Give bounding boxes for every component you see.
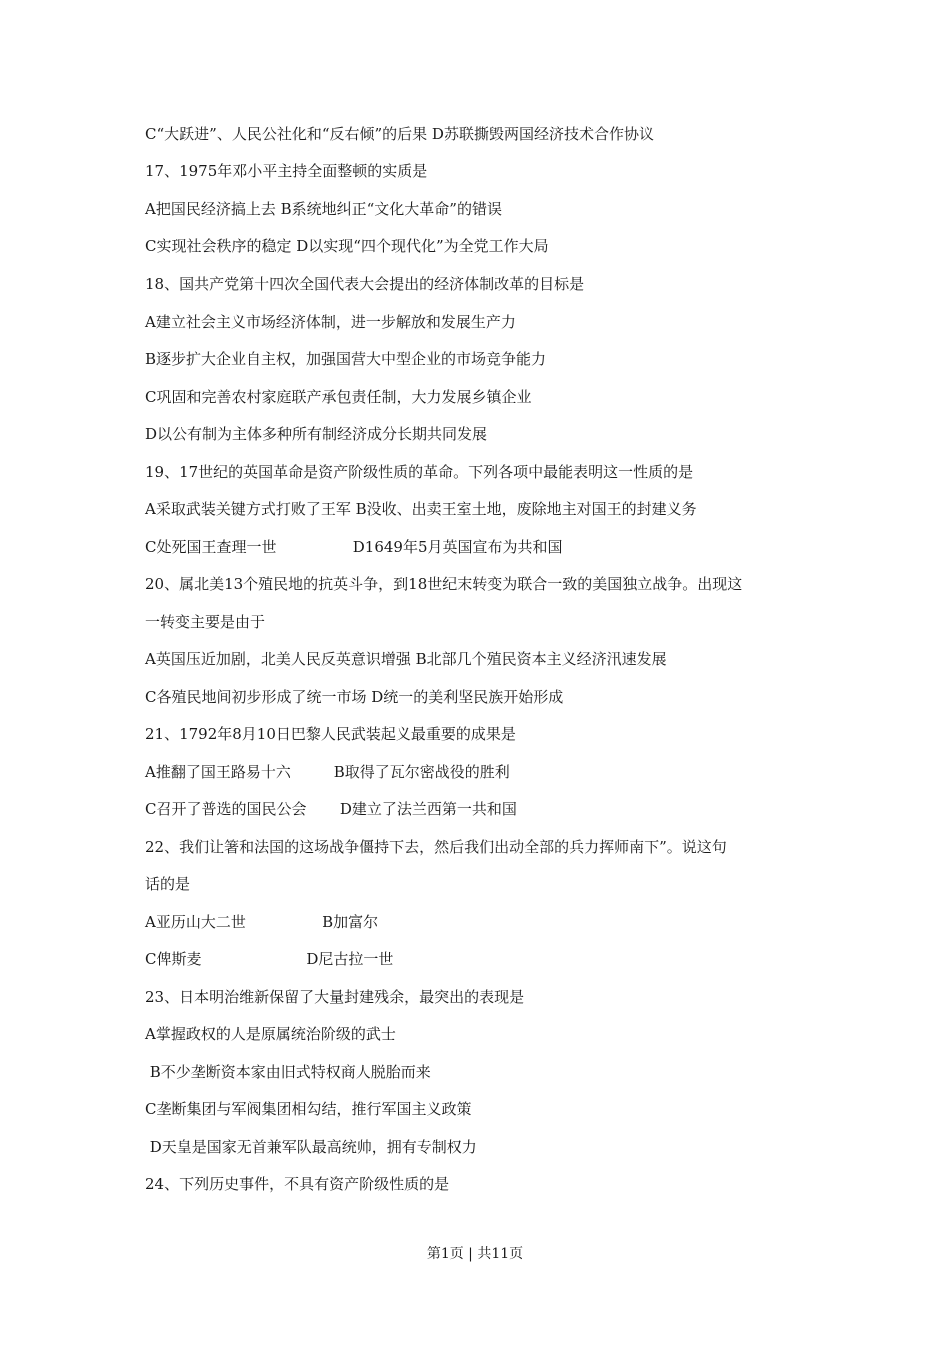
text-line: A掌握政权的人是原属统治阶级的武士 (145, 1025, 396, 1043)
text-line: A推翻了国王路易十六 B取得了瓦尔密战役的胜利 (145, 763, 510, 781)
question-24: 24、下列历史事件，不具有资产阶级性质的是 (145, 1175, 450, 1193)
text-line: D以公有制为主体多种所有制经济成分长期共同发展 (145, 425, 488, 443)
text-line: C巩固和完善农村家庭联产承包责任制，大力发展乡镇企业 (145, 388, 532, 406)
text-line: A采取武装关键方式打败了王军 B没收、出卖王室土地，废除地主对国王的封建义务 (145, 500, 697, 518)
page-footer: 第1页 | 共11页 (426, 1246, 524, 1262)
text-line: C“大跃进”、人民公社化和“反右倾”的后果 D苏联撕毁两国经济技术合作协议 (145, 125, 654, 143)
question-23: 23、日本明治维新保留了大量封建残余，最突出的表现是 (145, 988, 525, 1006)
text-line: C俾斯麦 D尼古拉一世 (145, 950, 394, 968)
question-18: 18、国共产党第十四次全国代表大会提出的经济体制改革的目标是 (145, 275, 585, 293)
text-line: C实现社会秩序的稳定 D以实现“四个现代化”为全党工作大局 (145, 237, 549, 255)
text-line: 话的是 (145, 875, 191, 893)
text-line: B不少垄断资本家由旧式特权商人脱胎而来 (145, 1063, 431, 1081)
text-line: C垄断集团与军阀集团相勾结，推行军国主义政策 (145, 1100, 472, 1118)
question-19: 19、17世纪的英国革命是资产阶级性质的革命。下列各项中最能表明这一性质的是 (145, 463, 694, 481)
text-line: D天皇是国家无首兼军队最高统帅，拥有专制权力 (145, 1138, 477, 1156)
text-line: C召开了普选的国民公会 D建立了法兰西第一共和国 (145, 800, 517, 818)
text-line: A建立社会主义市场经济体制，进一步解放和发展生产力 (145, 313, 516, 331)
question-22: 22、我们让箸和法国的这场战争僵持下去，然后我们出动全部的兵力挥师南下”。说这句 (145, 838, 727, 856)
question-20: 20、属北美13个殖民地的抗英斗争，到18世纪末转变为联合一致的美国独立战争。出现这 (145, 575, 743, 593)
text-line: A英国压近加剧，北美人民反英意识增强 B北部几个殖民资本主义经济汛速发展 (145, 650, 667, 668)
text-line: A把国民经济搞上去 B系统地纠正“文化大革命”的错误 (145, 200, 502, 218)
text-line: B逐步扩大企业自主权，加强国营大中型企业的市场竞争能力 (145, 350, 547, 368)
question-21: 21、1792年8月10日巴黎人民武装起义最重要的成果是 (145, 725, 516, 743)
text-line: A亚历山大二世 B加富尔 (145, 913, 379, 931)
text-line: 一转变主要是由于 (145, 613, 266, 631)
question-17: 17、1975年邓小平主持全面整顿的实质是 (145, 162, 428, 180)
text-line: C各殖民地间初步形成了统一市场 D统一的美利坚民族开始形成 (145, 688, 564, 706)
text-line: C处死国王查理一世 D1649年5月英国宣布为共和国 (145, 538, 563, 556)
